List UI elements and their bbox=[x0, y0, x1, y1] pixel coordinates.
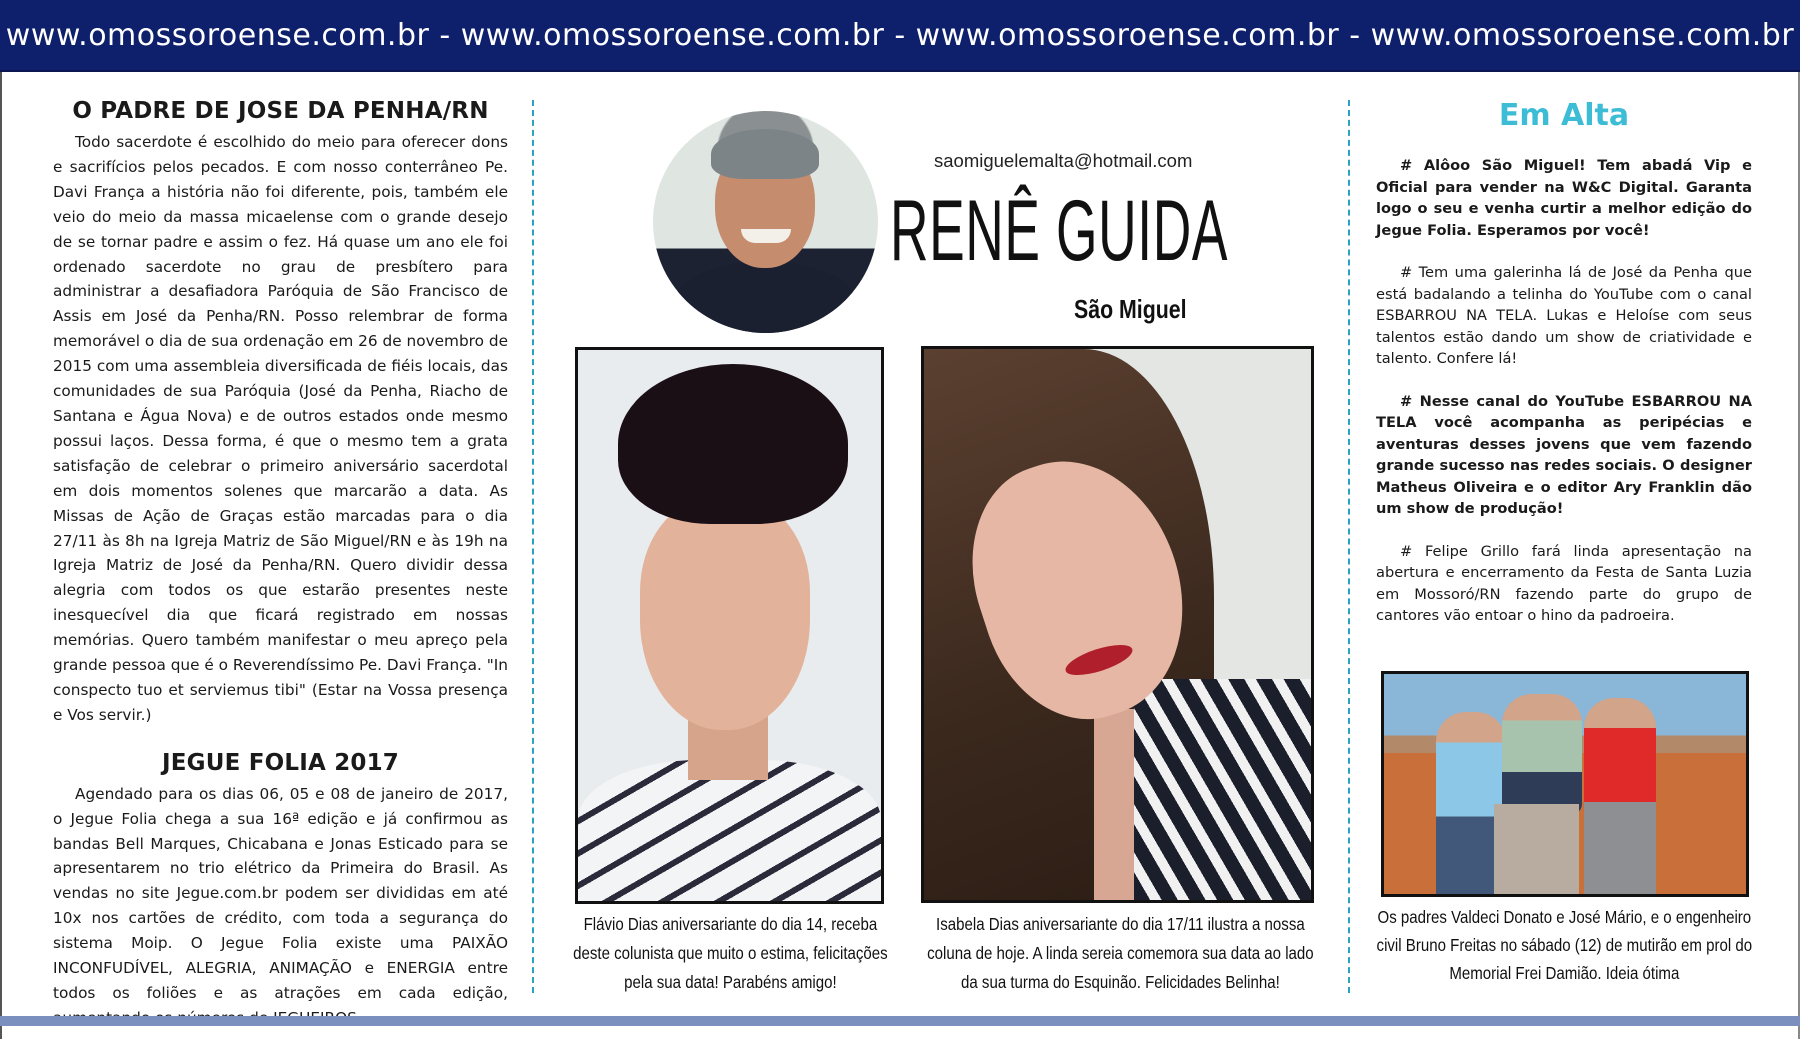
avatar-smile bbox=[741, 229, 791, 243]
columnist-avatar bbox=[653, 111, 878, 333]
article-title: JEGUE FOLIA 2017 bbox=[161, 749, 400, 776]
section-title: Em Alta bbox=[1498, 98, 1630, 133]
columnist-email: saomiguelemalta@hotmail.com bbox=[934, 150, 1193, 171]
article-title: O PADRE DE JOSE DA PENHA/RN bbox=[72, 98, 489, 124]
news-item: # Alôoo São Miguel! Tem abadá Vip e Oficial para vender na W&C Digital. Garanta logo o seu e venha curtir a melhor edição do Jegue Folia. Esperamos por você! bbox=[1376, 157, 1752, 239]
columnist-name: RENÊ GUIDA bbox=[890, 183, 1229, 279]
bottom-bar bbox=[0, 1016, 1800, 1026]
photo-caption: Os padres Valdeci Donato e José Mário, e o engenheiro civil Bruno Freitas no sábado (12) de mutirão em prol do Memorial Frei Damião. Ideia ótima bbox=[1376, 907, 1753, 983]
column-divider bbox=[532, 100, 534, 993]
news-item: # Felipe Grillo fará linda apresentação na abertura e encerramento da Festa de Santa Luzia em Mossoró/RN fazendo parte do grupo de cantores vão entoar o hino da padroeira. bbox=[1376, 542, 1752, 624]
left-column bbox=[53, 98, 508, 1031]
photo-caption: Flávio Dias aniversariante do dia 14, receba deste colunista que muito o estima, felicitações pela sua data! Parabéns amigo! bbox=[573, 914, 888, 992]
photo-isabela bbox=[921, 346, 1314, 903]
photo-hair bbox=[618, 364, 848, 524]
news-item: # Tem uma galerinha lá de José da Penha que está badalando a telinha do YouTube com o canal ESBARROU NA TELA. Lukas e Heloíse com seus talentos estão dando um show de criatividade e talento. Confere lá! bbox=[1376, 264, 1752, 367]
news-item: # Nesse canal do YouTube ESBARROU NA TELA você acompanha as peripécias e aventuras desses jovens que vem fazendo grande sucesso nas redes sociais. O designer Matheus Oliveira e o editor Ary Franklin dão um show de produção! bbox=[1376, 392, 1752, 517]
avatar-hair bbox=[711, 129, 819, 179]
column-divider bbox=[1348, 100, 1350, 993]
photo-face bbox=[640, 500, 810, 730]
banner-url-text: www.omossoroense.com.br - www.omossoroense.com.br - www.omossoroense.com.br - www.omossoroense.com.br bbox=[5, 17, 1795, 53]
column-location: São Miguel bbox=[1074, 294, 1187, 324]
site-banner bbox=[0, 0, 1800, 72]
right-column bbox=[1376, 98, 1752, 648]
photo-person bbox=[1502, 694, 1582, 814]
photo-padres bbox=[1381, 671, 1749, 897]
photo-person bbox=[1584, 698, 1656, 897]
article-body: Agendado para os dias 06, 05 e 08 de janeiro de 2017, o Jegue Folia chega a sua 16ª edição e já confirmou as bandas Bell Marques, Chicabana e Jonas Esticado para se apresentarem no trio elétrico da Primeira do Brasil. As vendas no site Jegue.com.br podem ser divididas em até 10x nos cartões de crédito, com toda a segurança do sistema Moip. O Jegue Folia existe uma PAIXÃO INCONFUDÍVEL, ALEGRIA, ANIMAÇÃO e ENERGIA entre todos os foliões e as atrações em cada edição, bbox=[53, 784, 508, 1002]
page-border-left bbox=[0, 72, 2, 1039]
photo-shirt bbox=[578, 760, 881, 904]
photo-stone bbox=[1494, 804, 1579, 897]
photo-top bbox=[1134, 679, 1314, 900]
article-body: Todo sacerdote é escolhido do meio para oferecer dons e sacrifícios pelos pecados. E com nosso conterrâneo Pe. Davi França a história não foi diferente, pois, também ele veio do meio da massa micaelense com o grande desejo de se tornar padre e assim o fez. Há quase um ano ele foi ordenado sacerdote no grau de presbítero para administrar a desafiadora Paróquia de São Francisco de Assis em José da Penha/RN. Posso relembrar de forma memorável o dia de sua ordenação em 26 de novembro de 2015 com uma assembleia diversificada de fiéis locais, das comunidades de sua Paróquia (José da Penha, Riacho de Santana e Água Nova) e de outros estados onde mesmo possui laços. Dessa forma, é que o mesmo tem a grata satisfação de celebrar o primeiro aniversário sacerdotal em dois momentos solenes que marcarão a data. As Missas de Ação de Graças estão marcadas para o dia 27/11 às 8h na Igreja Matriz de São Miguel/RN e às 19h na Igreja Matriz de José da Penha/RN. Quero dividir dessa alegria com todos os que estarão presentes neste inesquecível dia que ficará registrado em nossas memórias. Quero também manifestar o meu apreço pela grande pessoa que é o Reverendíssimo Pe. Davi França. "In conspecto tuo et serviemus tibi" (Estar na Vossa presença e Vos servir.) bbox=[53, 133, 508, 724]
photo-flavio bbox=[575, 347, 884, 904]
photo-caption: Isabela Dias aniversariante do dia 17/11 ilustra a nossa coluna de hoje. A linda sereia comemora sua data ao lado da sua turma do Esquinão. Felicidades Belinha! bbox=[927, 914, 1314, 992]
avatar-shoulders bbox=[673, 261, 858, 333]
